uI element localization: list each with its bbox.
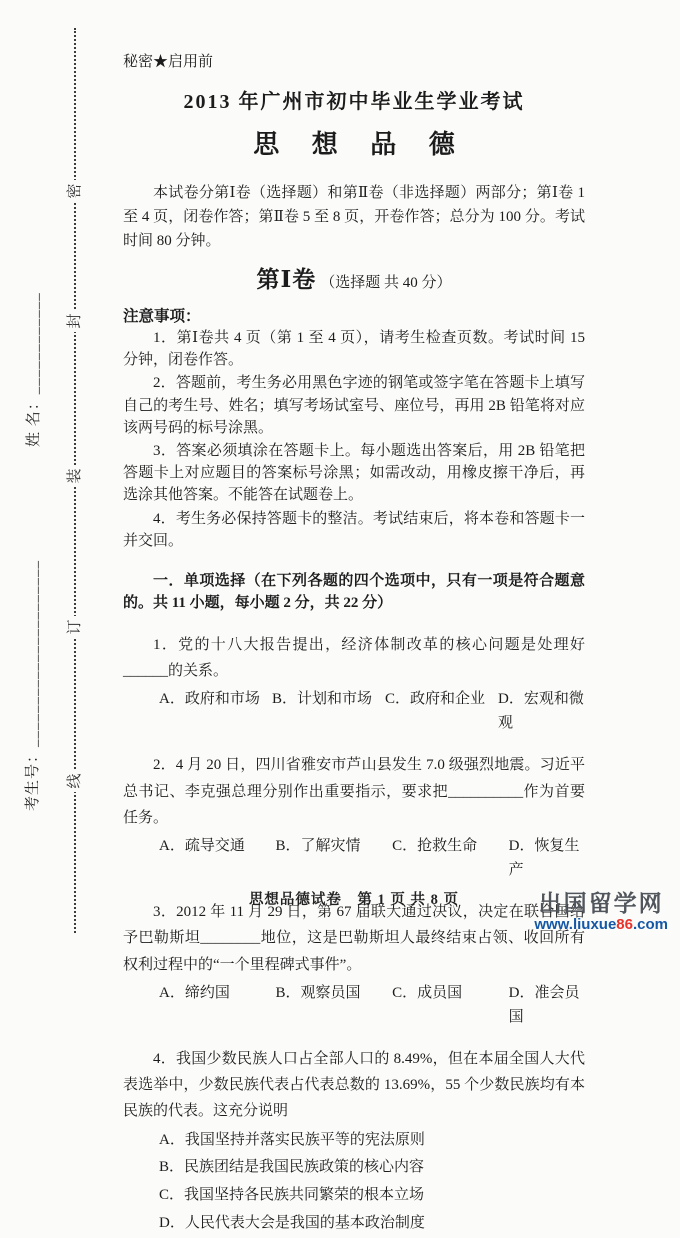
seal-char-feng: 封 xyxy=(64,310,86,332)
notice-heading: 注意事项： xyxy=(123,308,201,325)
question-4-options xyxy=(123,1127,585,1238)
candidate-number-label: 考生号：______________________ xyxy=(25,559,41,811)
question-1 xyxy=(123,632,585,736)
option-c: C．我国坚持各民族共同繁荣的根本立场 xyxy=(159,1187,425,1204)
exam-page-content xyxy=(123,0,585,1238)
option-b: B．了解灾情 xyxy=(275,838,361,855)
option-a: A．我国坚持并落实民族平等的宪法原则 xyxy=(159,1131,425,1148)
option-a: A．政府和市场 xyxy=(159,691,260,708)
question-2-stem: 2．4 月 20 日，四川省雅安市芦山县发生 7.0 级强烈地震。习近平总书记、李克强总理分别作出重要指示，要求把__________作为首要任务。 xyxy=(123,757,585,826)
question-2-options xyxy=(123,834,585,882)
question-1-options xyxy=(123,687,585,735)
watermark xyxy=(534,892,668,932)
watermark-url-part3: .com xyxy=(632,916,668,933)
question-2 xyxy=(123,752,585,882)
option-a: A．疏导交通 xyxy=(159,838,245,855)
secrecy-notice: 秘密★启用前 xyxy=(123,54,214,70)
notice-item-2: 2．答题前，考生务必用黑色字迹的钢笔或签字笔在答题卡上填写自己的考生号、姓名；填写考场试室号、座位号，再用 2B 铅笔将对应该两号码的标号涂黑。 xyxy=(123,375,585,436)
subject-title: 思 想 品 德 xyxy=(253,130,468,159)
watermark-site-name: 出国留学网 xyxy=(538,890,664,916)
part1-heading xyxy=(123,261,585,294)
option-d: D．宏观和微观 xyxy=(498,691,584,732)
watermark-url-part2: 86 xyxy=(616,916,633,933)
question-4-stem: 4．我国少数民族人口占全部人口的 8.49%，但在本届全国人大代表选举中，少数民族代表占代表总数的 13.69%，55 个少数民族均有本民族的代表。这充分说明 xyxy=(123,1050,585,1120)
question-3-options xyxy=(123,981,585,1029)
part1-title: 第Ⅰ卷 xyxy=(256,267,317,292)
exam-intro-paragraph: 本试卷分第Ⅰ卷（选择题）和第Ⅱ卷（非选择题）两部分；第Ⅰ卷 1 至 4 页，闭卷作答；第Ⅱ卷 5 至 8 页，开卷作答；总分为 100 分。考试时间 80 分钟。 xyxy=(123,185,585,249)
option-d: D．准会员国 xyxy=(508,984,580,1025)
option-c: C．抢救生命 xyxy=(392,838,478,855)
option-d: D．恢复生产 xyxy=(508,838,580,879)
option-c: C．成员国 xyxy=(392,984,463,1001)
seal-char-ding: 订 xyxy=(64,616,86,638)
watermark-url xyxy=(534,917,668,932)
question-1-stem: 1．党的十八大报告提出，经济体制改革的核心问题是处理好______的关系。 xyxy=(123,636,585,680)
part1-subtitle: （选择题 共 40 分） xyxy=(320,275,452,291)
question-3-stem: 3．2012 年 11 月 29 日，第 67 届联大通过决议，决定在联合国给予巴勒斯坦________地位，这是巴勒斯坦人最终结束占领、收回所有权利过程中的“一个里程碑式事件”。 xyxy=(123,904,585,973)
exam-title: 2013 年广州市初中毕业生学业考试 xyxy=(183,91,525,113)
option-b: B．观察员国 xyxy=(275,984,361,1001)
watermark-url-part1: www.liuxue xyxy=(534,916,617,933)
option-d: D．人民代表大会是我国的基本政治制度 xyxy=(159,1214,425,1231)
name-field-label: 姓 名：____________ xyxy=(26,292,42,447)
option-b: B．民族团结是我国民族政策的核心内容 xyxy=(159,1159,425,1176)
notice-item-3: 3．答案必须填涂在答题卡上。每小题选出答案后，用 2B 铅笔把答题卡上对应题目的答案标号涂黑；如需改动，用橡皮擦干净后，再选涂其他答案。不能答在试题卷上。 xyxy=(123,442,585,504)
option-b: B．计划和市场 xyxy=(272,691,373,708)
question-3 xyxy=(123,899,585,1029)
notice-item-1: 1．第Ⅰ卷共 4 页（第 1 至 4 页），请考生检查页数。考试时间 15 分钟，闭卷作答。 xyxy=(123,330,585,369)
seal-char-zhuang: 装 xyxy=(64,465,86,487)
option-a: A．缔约国 xyxy=(159,984,230,1001)
seal-char-mi: 密 xyxy=(64,180,86,202)
question-4 xyxy=(123,1046,585,1238)
page-footer: 思想品德试卷 第 1 页 共 8 页 xyxy=(248,892,460,908)
option-c: C．政府和企业 xyxy=(385,691,486,708)
multiple-choice-heading: 一．单项选择（在下列各题的四个选项中，只有一项是符合题意的。共 11 小题，每小题 2 分，共 22 分） xyxy=(123,572,585,612)
notice-item-4: 4．考生务必保持答题卡的整洁。考试结束后，将本卷和答题卡一并交回。 xyxy=(123,510,585,549)
seal-char-xian: 线 xyxy=(64,770,86,792)
